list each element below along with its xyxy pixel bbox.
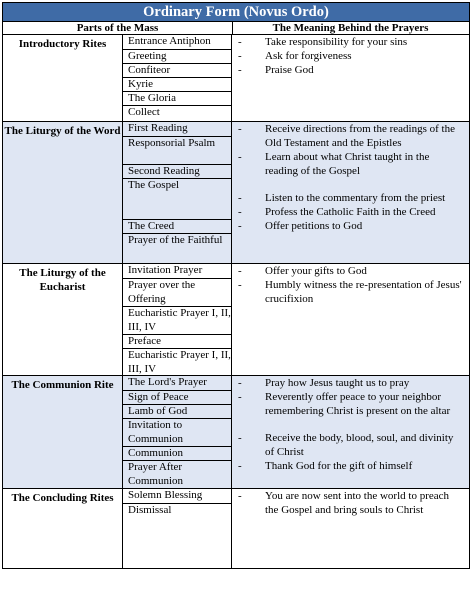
meaning-text: Reverently offer peace to your neighbor remembering Christ is present on the altar [265,391,451,417]
header-meaning: The Meaning Behind the Prayers [272,22,429,34]
bullet-dash: - [238,151,242,163]
bullet-dash: - [238,265,242,277]
meaning-item [232,279,465,307]
meaning-text: Ask for forgiveness [265,50,352,62]
meaning-text: Pray how Jesus taught us to pray [265,377,410,389]
mass-part: Eucharistic Prayer I, II, III, IV [123,306,231,334]
mass-part: Prayer over the Offering [123,278,231,306]
header-parts: Parts of the Mass [76,22,159,34]
mass-part: First Reading [128,122,188,134]
mass-part: Lamb of God [123,404,231,418]
meaning-item [232,50,465,64]
bullet-dash: - [238,206,242,218]
parts-column [122,35,232,121]
bullet-dash: - [238,123,242,135]
mass-part: Second Reading [123,164,231,178]
meanings-column [232,489,469,568]
bullet-dash: - [238,220,242,232]
mass-part: The Creed [123,219,231,233]
mass-part: Kyrie [123,77,231,91]
bullet-dash: - [238,36,242,48]
meaning-text: Humbly witness the re-presentation of Jesus' crucifixion [265,279,462,305]
meaning-item [232,265,465,279]
section-row [2,264,470,376]
meaning-item [232,192,465,206]
bullet-dash: - [238,460,242,472]
mass-part: Prayer of the Faithful [123,233,231,264]
mass-part: Confiteor [123,63,231,77]
parts-column [122,489,232,568]
section-name: The Communion Rite [11,379,114,391]
meaning-text: Listen to the commentary from the priest [265,192,446,204]
section-row [2,35,470,122]
section-name: Introductory Rites [18,38,107,50]
meaning-item [232,206,465,220]
mass-part: Preface [123,334,231,348]
bullet-dash: - [238,50,242,62]
parts-column [122,376,232,488]
meanings-column [232,122,469,263]
mass-part: The Gospel [123,178,231,219]
mass-part: Invitation to Communion [123,418,231,446]
meaning-item [232,64,465,78]
section-row [2,489,470,569]
mass-part: Collect [123,105,231,122]
mass-part: Eucharistic Prayer I, II, III, IV [123,348,231,376]
parts-column [122,264,232,375]
mass-part: Responsorial Psalm [123,136,231,164]
bullet-dash: - [238,279,242,291]
parts-column [122,122,232,263]
meaning-item [232,36,465,50]
meaning-text: Offer petitions to God [265,220,363,232]
bullet-dash: - [238,192,242,204]
mass-part: Solemn Blessing [128,489,203,501]
section-row [2,376,470,489]
meaning-item [232,220,465,234]
section-row [2,122,470,264]
section-name: The Liturgy of the Eucharist [19,267,106,293]
mass-part: Communion [123,446,231,460]
meaning-text: Thank God for the gift of himself [265,460,413,472]
mass-part: Entrance Antiphon [128,35,211,47]
sections [2,35,470,569]
bullet-dash: - [238,490,242,502]
meanings-column [232,264,469,375]
bullet-dash: - [238,377,242,389]
meaning-text: Learn about what Christ taught in the reading of the Gospel [265,151,430,177]
mass-part: Dismissal [123,503,231,517]
bullet-dash: - [238,391,242,403]
mass-part: The Gloria [123,91,231,105]
meaning-item [232,432,465,460]
bullet-dash: - [238,64,242,76]
mass-part: Greeting [123,49,231,63]
meaning-text: Take responsibility for your sins [265,36,408,48]
meaning-item [232,151,465,179]
table-title: Ordinary Form (Novus Ordo) [2,2,470,21]
mass-part: Sign of Peace [123,390,231,404]
meaning-text: You are now sent into the world to preach the Gospel and bring souls to Christ [265,490,450,516]
mass-part: The Lord's Prayer [128,376,207,388]
meaning-text: Receive the body, blood, soul, and divinity of Christ [265,432,454,458]
meaning-item [232,377,465,391]
meaning-item [232,460,465,474]
mass-part: Invitation Prayer [128,264,203,276]
mass-table [2,2,470,569]
header-row [2,21,470,35]
meaning-item [232,490,465,518]
section-name: The Liturgy of the Word [4,125,121,137]
meaning-item [232,391,465,419]
bullet-dash: - [238,432,242,444]
meaning-text: Receive directions from the readings of the Old Testament and the Epistles [265,123,455,149]
mass-part: Prayer After Communion [123,460,231,489]
meanings-column [232,35,469,121]
meaning-text: Profess the Catholic Faith in the Creed [265,206,436,218]
meaning-item [232,123,465,151]
meaning-text: Praise God [265,64,314,76]
section-name: The Concluding Rites [11,492,114,504]
meanings-column [232,376,469,488]
meaning-text: Offer your gifts to God [265,265,367,277]
